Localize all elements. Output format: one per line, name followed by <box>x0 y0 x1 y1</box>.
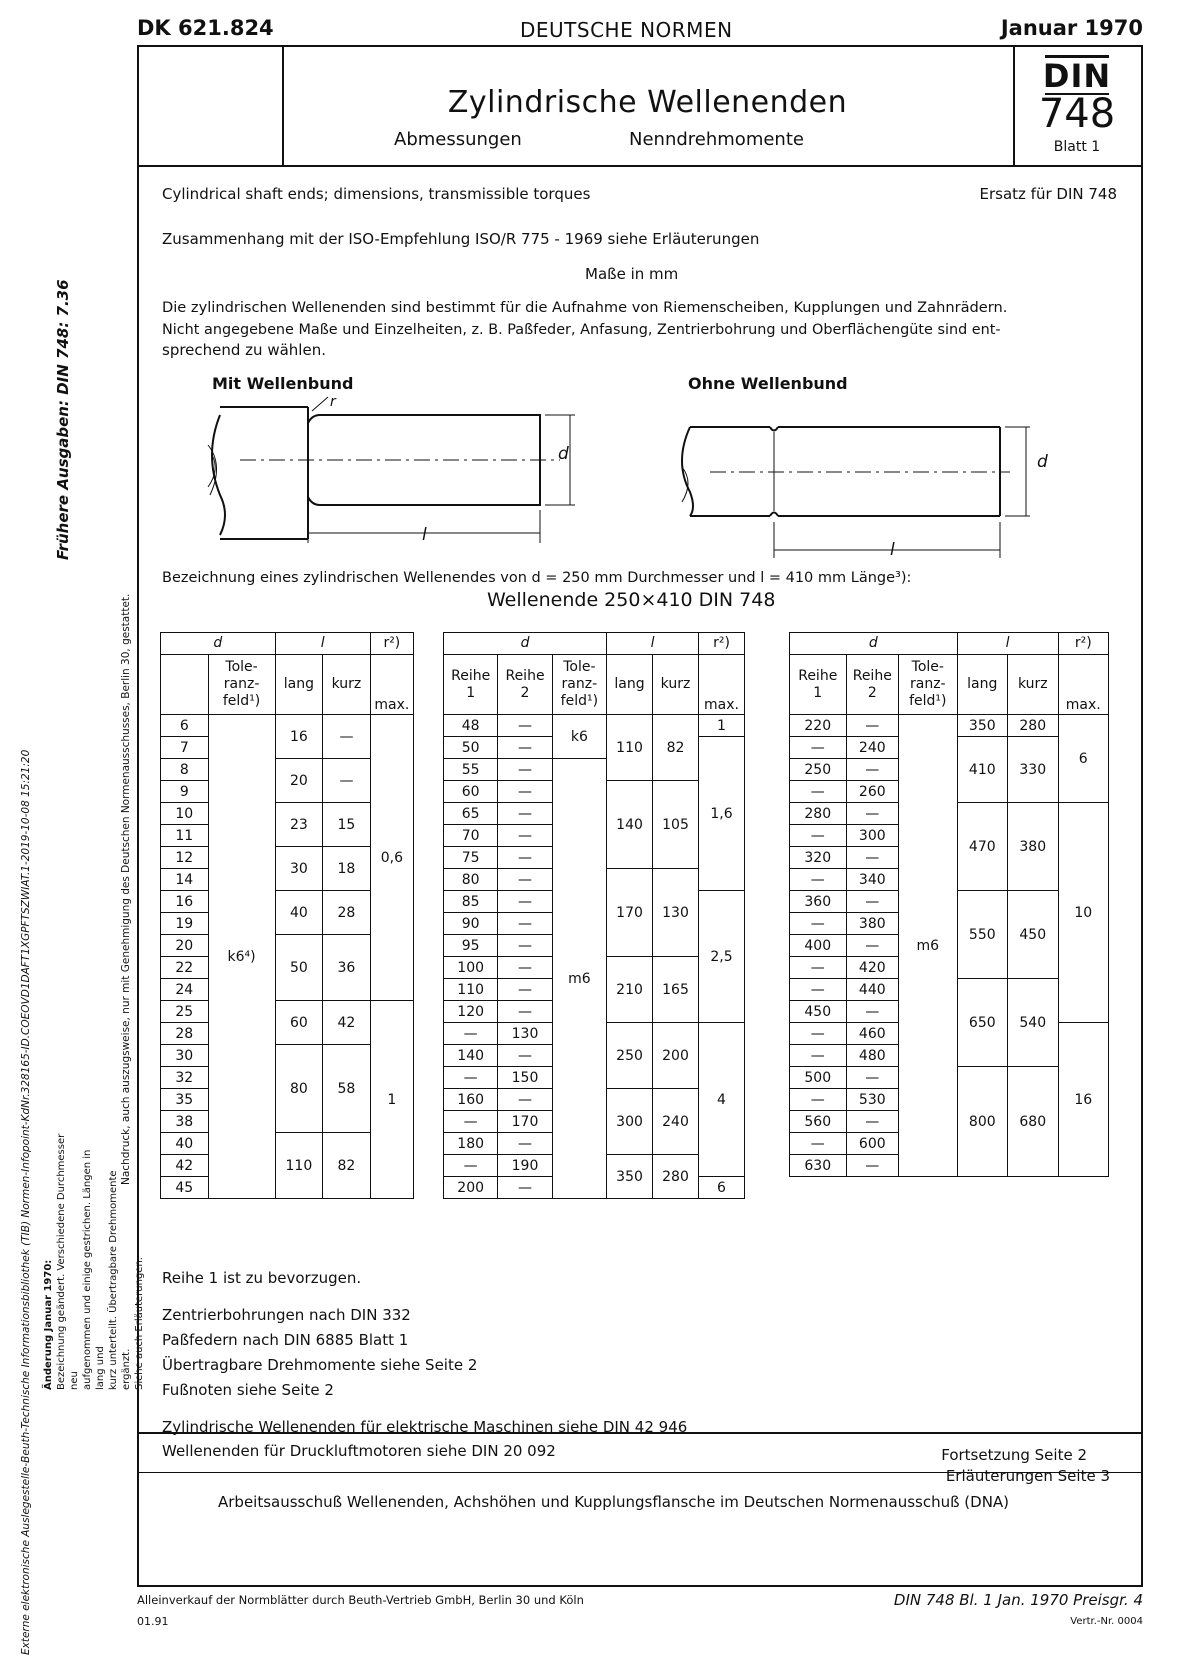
table3-header-row-2 <box>790 655 1109 715</box>
table2-cell-reihe1: 60 <box>444 781 498 803</box>
table1-cell-d: 11 <box>161 825 209 847</box>
table2-cell-reihe1: — <box>444 1111 498 1133</box>
table3-cell-kurz: 540 <box>1008 979 1058 1067</box>
table3-cell-reihe2: 600 <box>846 1133 898 1155</box>
table2-cell-r: 2,5 <box>699 891 745 1023</box>
table3-cell-reihe2: — <box>846 1111 898 1133</box>
table1-cell-d: 8 <box>161 759 209 781</box>
table2-cell-reihe2: — <box>498 1089 552 1111</box>
table2-cell-reihe1: 120 <box>444 1001 498 1023</box>
table2-cell-lang: 110 <box>607 715 653 781</box>
table1-cell-kurz: — <box>323 715 371 759</box>
table1-cell-r: 1 <box>370 1001 413 1199</box>
table3-cell-reihe1: 220 <box>790 715 847 737</box>
table2-cell-reihe2: — <box>498 1045 552 1067</box>
table2-cell-lang: 350 <box>607 1155 653 1199</box>
table3-cell-reihe2: 440 <box>846 979 898 1001</box>
table2-cell-r: 4 <box>699 1023 745 1177</box>
table3-cell-reihe2: 340 <box>846 869 898 891</box>
dimension-table-3 <box>789 632 1109 1177</box>
table1-cell-d: 22 <box>161 957 209 979</box>
note-keys: Paßfedern nach DIN 6885 Blatt 1 <box>162 1331 409 1349</box>
table3-head-tolerance: Tole-ranz-feld¹) <box>899 655 958 715</box>
table1-cell-d: 32 <box>161 1067 209 1089</box>
document-title: Zylindrische Wellenenden <box>447 85 848 120</box>
table1-cell-lang: 20 <box>275 759 323 803</box>
units-note: Maße in mm <box>585 265 679 283</box>
table1-cell-d: 19 <box>161 913 209 935</box>
table3-cell-lang: 350 <box>957 715 1007 737</box>
table3-head-d: d <box>790 633 958 655</box>
figure-left-title: Mit Wellenbund <box>212 374 354 393</box>
reihe-note: Reihe 1 ist zu bevorzugen. <box>162 1269 362 1287</box>
table1-cell-d: 16 <box>161 891 209 913</box>
table2-cell-kurz: 165 <box>653 957 699 1023</box>
table2-cell-reihe1: 200 <box>444 1177 498 1199</box>
table2-cell-reihe2: — <box>498 979 552 1001</box>
table2-cell-reihe2: — <box>498 869 552 891</box>
table3-cell-reihe2: — <box>846 759 898 781</box>
table3-cell-reihe1: 250 <box>790 759 847 781</box>
table3-head-reihe1: Reihe 1 <box>790 655 847 715</box>
table1-head-max: max. <box>370 655 413 715</box>
table2-cell-lang: 210 <box>607 957 653 1023</box>
table2-head-kurz: kurz <box>653 655 699 715</box>
table2-header-row-2 <box>444 655 745 715</box>
table2-cell-lang: 170 <box>607 869 653 957</box>
table3-cell-reihe1: — <box>790 1133 847 1155</box>
table1-cell-lang: 16 <box>275 715 323 759</box>
table1-cell-kurz: 18 <box>323 847 371 891</box>
table1-cell-d: 40 <box>161 1133 209 1155</box>
table1-cell-d: 30 <box>161 1045 209 1067</box>
table3-head-lang: lang <box>957 655 1007 715</box>
table3-cell-reihe1: — <box>790 781 847 803</box>
table2-cell-reihe1: — <box>444 1155 498 1177</box>
table3-cell-reihe1: — <box>790 869 847 891</box>
din-number: 748 <box>1015 91 1139 137</box>
table2-head-d: d <box>444 633 607 655</box>
table2-cell-reihe1: 70 <box>444 825 498 847</box>
table1-row <box>161 1001 414 1023</box>
table1-head-r: r²) <box>370 633 413 655</box>
table2-cell-reihe2: — <box>498 1001 552 1023</box>
table2-cell-kurz: 105 <box>653 781 699 869</box>
table3-cell-reihe1: 630 <box>790 1155 847 1177</box>
table2-cell-reihe2: — <box>498 803 552 825</box>
table2-cell-reihe1: 80 <box>444 869 498 891</box>
table3-cell-reihe2: — <box>846 715 898 737</box>
table2-cell-reihe1: 160 <box>444 1089 498 1111</box>
table2-cell-reihe1: 110 <box>444 979 498 1001</box>
table3-cell-reihe1: 400 <box>790 935 847 957</box>
table3-row <box>790 715 1109 737</box>
table2-cell-reihe1: 55 <box>444 759 498 781</box>
table2-cell-reihe1: 50 <box>444 737 498 759</box>
table3-cell-reihe1: — <box>790 1089 847 1111</box>
table2-cell-reihe1: 90 <box>444 913 498 935</box>
table2-head-lang: lang <box>607 655 653 715</box>
table2-cell-reihe1: 180 <box>444 1133 498 1155</box>
table1-cell-kurz: 58 <box>323 1045 371 1133</box>
table2-cell-reihe2: — <box>498 913 552 935</box>
table3-cell-r: 10 <box>1058 803 1109 1023</box>
table3-cell-kurz: 330 <box>1008 737 1058 803</box>
table2-cell-r: 1 <box>699 715 745 737</box>
table2-cell-lang: 250 <box>607 1023 653 1089</box>
title-box-left <box>139 47 284 165</box>
footer-sales: Alleinverkauf der Normblätter durch Beuth-Vertrieb GmbH, Berlin 30 und Köln <box>137 1593 584 1607</box>
table3-cell-reihe1: — <box>790 913 847 935</box>
table3-cell-reihe1: — <box>790 1023 847 1045</box>
table2-cell-reihe2: — <box>498 715 552 737</box>
table1-cell-d: 42 <box>161 1155 209 1177</box>
table3-cell-reihe2: 420 <box>846 957 898 979</box>
table3-cell-reihe1: — <box>790 957 847 979</box>
table1-row <box>161 715 414 737</box>
table1-cell-d: 12 <box>161 847 209 869</box>
table2-cell-reihe2: — <box>498 935 552 957</box>
table3-cell-reihe2: — <box>846 935 898 957</box>
table2-cell-reihe1: 48 <box>444 715 498 737</box>
table3-cell-reihe2: 480 <box>846 1045 898 1067</box>
table2-head-reihe2: Reihe 2 <box>498 655 552 715</box>
table1-cell-d: 6 <box>161 715 209 737</box>
label-d-left: d <box>558 444 569 464</box>
table2-cell-reihe1: 65 <box>444 803 498 825</box>
change-notes <box>42 1130 146 1390</box>
table3-cell-reihe1: — <box>790 1045 847 1067</box>
table2-cell-reihe1: 75 <box>444 847 498 869</box>
english-title: Cylindrical shaft ends; dimensions, transmissible torques <box>162 185 591 203</box>
table1-cell-kurz: 82 <box>323 1133 371 1199</box>
table1-head-lang: lang <box>275 655 323 715</box>
table1-cell-lang: 80 <box>275 1045 323 1133</box>
table2-cell-reihe1: — <box>444 1023 498 1045</box>
table2-head-l: l <box>607 633 699 655</box>
footer-reference: DIN 748 Bl. 1 Jan. 1970 Preisgr. 4 <box>893 1591 1143 1609</box>
table3-cell-kurz: 280 <box>1008 715 1058 737</box>
table3-head-kurz: kurz <box>1008 655 1058 715</box>
table3-cell-reihe1: 500 <box>790 1067 847 1089</box>
table1-cell-kurz: 15 <box>323 803 371 847</box>
table2-cell-kurz: 200 <box>653 1023 699 1089</box>
table3-header-row <box>790 633 1109 655</box>
table2-cell-kurz: 82 <box>653 715 699 781</box>
reprint-notice: Nachdruck, auch auszugsweise, nur mit Genehmigung des Deutschen Normenausschusses, Berlin 30, gestattet. <box>120 593 132 1185</box>
table1-cell-d: 7 <box>161 737 209 759</box>
table2-cell-kurz: 280 <box>653 1155 699 1199</box>
table3-cell-reihe2: 380 <box>846 913 898 935</box>
table2-cell-reihe2: — <box>498 957 552 979</box>
iso-note: Zusammenhang mit der ISO-Empfehlung ISO/R 775 - 1969 siehe Erläuterungen <box>162 230 760 248</box>
subtitle-dimensions: Abmessungen <box>394 129 522 150</box>
table1-cell-d: 28 <box>161 1023 209 1045</box>
sheet-number: Blatt 1 <box>1053 139 1101 155</box>
change-line-3: kurz unterteilt. Übertragbare Drehmomente ergänzt. <box>108 1170 132 1390</box>
note-pneumatic: Wellenenden für Druckluftmotoren siehe DIN 20 092 <box>162 1442 556 1460</box>
table3-cell-reihe2: — <box>846 1067 898 1089</box>
dimension-table-2 <box>443 632 745 1199</box>
label-l-right: l <box>890 540 895 560</box>
designation-example: Wellenende 250×410 DIN 748 <box>487 589 776 611</box>
table2-cell-reihe1: 95 <box>444 935 498 957</box>
table2-cell-reihe2: — <box>498 781 552 803</box>
table1-cell-lang: 30 <box>275 847 323 891</box>
table2-cell-reihe2: — <box>498 759 552 781</box>
table3-head-r: r²) <box>1058 633 1109 655</box>
designation-line: Bezeichnung eines zylindrischen Wellenendes von d = 250 mm Durchmesser und l = 410 mm Länge³): <box>162 570 912 586</box>
table1-cell-d: 35 <box>161 1089 209 1111</box>
table1-cell-tolerance: k6⁴) <box>208 715 275 1199</box>
table1-cell-lang: 23 <box>275 803 323 847</box>
table2-head-r: r²) <box>699 633 745 655</box>
note-center-drill: Zentrierbohrungen nach DIN 332 <box>162 1306 411 1324</box>
table1-cell-lang: 40 <box>275 891 323 935</box>
table3-cell-reihe1: 360 <box>790 891 847 913</box>
table3-cell-reihe2: 460 <box>846 1023 898 1045</box>
table2-cell-reihe2: — <box>498 825 552 847</box>
shaft-without-collar-drawing <box>670 412 1070 562</box>
change-title: Änderung Januar 1970: <box>43 1259 54 1390</box>
din-block <box>1013 47 1141 165</box>
note-torques: Übertragbare Drehmomente siehe Seite 2 <box>162 1356 478 1374</box>
table3-cell-reihe2: 260 <box>846 781 898 803</box>
table2-cell-reihe2: 130 <box>498 1023 552 1045</box>
title-box <box>139 47 1141 167</box>
table1-cell-d: 20 <box>161 935 209 957</box>
label-r-left: r <box>330 394 336 410</box>
table1-head-d-blank <box>161 655 209 715</box>
note-footnotes: Fußnoten siehe Seite 2 <box>162 1381 334 1399</box>
table1-cell-r: 0,6 <box>370 715 413 1001</box>
table1-cell-kurz: 28 <box>323 891 371 935</box>
table3-cell-reihe2: — <box>846 1155 898 1177</box>
dk-number: DK 621.824 <box>137 16 274 40</box>
table2-header-row <box>444 633 745 655</box>
table2-cell-reihe2: — <box>498 1177 552 1199</box>
intro-paragraph-3: sprechend zu wählen. <box>162 341 326 359</box>
table1-cell-d: 10 <box>161 803 209 825</box>
table3-cell-lang: 650 <box>957 979 1007 1067</box>
table2-cell-lang: 140 <box>607 781 653 869</box>
table2-cell-kurz: 130 <box>653 869 699 957</box>
table3-cell-reihe1: — <box>790 737 847 759</box>
table2-cell-reihe2: 150 <box>498 1067 552 1089</box>
table3-cell-reihe1: 450 <box>790 1001 847 1023</box>
table2-cell-reihe2: 190 <box>498 1155 552 1177</box>
table2-cell-r: 6 <box>699 1177 745 1199</box>
issue-date: Januar 1970 <box>1000 16 1143 40</box>
table3-cell-lang: 470 <box>957 803 1007 891</box>
table1-cell-lang: 50 <box>275 935 323 1001</box>
table3-cell-kurz: 450 <box>1008 891 1058 979</box>
table2-cell-reihe1: 100 <box>444 957 498 979</box>
table3-cell-kurz: 380 <box>1008 803 1058 891</box>
change-line-2: aufgenommen und einige gestrichen. Längen in lang und <box>82 1149 106 1390</box>
label-d-right: d <box>1037 452 1048 472</box>
table1-cell-kurz: 36 <box>323 935 371 1001</box>
table3-cell-lang: 550 <box>957 891 1007 979</box>
table3-cell-lang: 800 <box>957 1067 1007 1177</box>
intro-paragraph-2: Nicht angegebene Maße und Einzelheiten, z. B. Paßfeder, Anfasung, Zentrierbohrung und Oberflächengüte sind ent- <box>162 322 1001 338</box>
continuation-page-2: Fortsetzung Seite 2 <box>941 1446 1087 1464</box>
table2-head-reihe1: Reihe 1 <box>444 655 498 715</box>
subtitle-torques: Nenndrehmomente <box>629 129 804 150</box>
table2-cell-reihe2: 170 <box>498 1111 552 1133</box>
table3-cell-reihe2: 530 <box>846 1089 898 1111</box>
table2-cell-reihe2: — <box>498 737 552 759</box>
table3-cell-kurz: 680 <box>1008 1067 1058 1177</box>
table2-cell-reihe2: — <box>498 891 552 913</box>
label-l-left: l <box>422 525 427 545</box>
table3-head-reihe2: Reihe 2 <box>846 655 898 715</box>
change-line-4: Siehe auch Erläuterungen. <box>134 1257 145 1390</box>
table1-header-row-2 <box>161 655 414 715</box>
table3-head-l: l <box>957 633 1058 655</box>
table3-cell-r: 6 <box>1058 715 1109 803</box>
table2-cell-lang: 300 <box>607 1089 653 1155</box>
table2-cell-tol-m6: m6 <box>552 759 606 1199</box>
table2-cell-reihe1: 140 <box>444 1045 498 1067</box>
watermark-text: Externe elektronische Auslegestelle-Beuth-Technische Informationsbibliothek (TIB) Normen-Infopoint-KdNr.328165-ID.COEOVD1DAFT1XGPFTSZWIAT.1-2019-10-08 15:21:20 <box>20 749 32 1655</box>
table2-cell-r: 1,6 <box>699 737 745 891</box>
table3-cell-reihe1: — <box>790 825 847 847</box>
table3-cell-reihe1: 560 <box>790 1111 847 1133</box>
dimension-table-1 <box>160 632 414 1199</box>
table3-cell-r: 16 <box>1058 1023 1109 1177</box>
table3-cell-lang: 410 <box>957 737 1007 803</box>
table3-head-max: max. <box>1058 655 1109 715</box>
table1-cell-d: 9 <box>161 781 209 803</box>
table1-header-row <box>161 633 414 655</box>
explanations-page-3: Erläuterungen Seite 3 <box>945 1467 1110 1485</box>
table3-cell-reihe1: 280 <box>790 803 847 825</box>
table1-head-kurz: kurz <box>323 655 371 715</box>
collar-outline <box>212 407 308 539</box>
publisher-heading: DEUTSCHE NORMEN <box>520 18 733 42</box>
table1-head-l: l <box>275 633 370 655</box>
table1-cell-d: 24 <box>161 979 209 1001</box>
table1-cell-kurz: — <box>323 759 371 803</box>
committee-line: Arbeitsausschuß Wellenenden, Achshöhen und Kupplungsflansche im Deutschen Normenausschuß (DNA) <box>218 1493 1010 1511</box>
table1-head-d: d <box>161 633 276 655</box>
table3-cell-reihe2: 300 <box>846 825 898 847</box>
table1-cell-lang: 110 <box>275 1133 323 1199</box>
figure-right-title: Ohne Wellenbund <box>688 374 848 393</box>
table2-cell-reihe1: — <box>444 1067 498 1089</box>
note-electric-machines: Zylindrische Wellenenden für elektrische Maschinen siehe DIN 42 946 <box>162 1418 688 1436</box>
table1-cell-d: 25 <box>161 1001 209 1023</box>
table2-head-max: max. <box>699 655 745 715</box>
table2-row <box>444 715 745 737</box>
table1-head-tolerance: Tole-ranz-feld¹) <box>208 655 275 715</box>
fillet-leader <box>312 397 328 411</box>
previous-editions: Frühere Ausgaben: DIN 748: 7.36 <box>54 279 72 560</box>
table3-cell-reihe2: — <box>846 803 898 825</box>
table1-cell-kurz: 42 <box>323 1001 371 1045</box>
table2-cell-tol-k6: k6 <box>552 715 606 759</box>
table1-cell-d: 14 <box>161 869 209 891</box>
table1-cell-lang: 60 <box>275 1001 323 1045</box>
table3-cell-reihe1: — <box>790 979 847 1001</box>
din-logo: DIN <box>1015 57 1139 95</box>
table3-cell-reihe2: — <box>846 891 898 913</box>
table3-cell-reihe2: — <box>846 847 898 869</box>
intro-paragraph-1: Die zylindrischen Wellenenden sind bestimmt für die Aufnahme von Riemenscheiben, Kupplungen und Zahnrädern. <box>162 299 1008 316</box>
table1-cell-d: 38 <box>161 1111 209 1133</box>
table2-cell-reihe1: 85 <box>444 891 498 913</box>
table2-cell-kurz: 240 <box>653 1089 699 1155</box>
table3-cell-tol-m6: m6 <box>899 715 958 1177</box>
table3-cell-reihe1: 320 <box>790 847 847 869</box>
table1-cell-d: 45 <box>161 1177 209 1199</box>
table3-cell-reihe2: — <box>846 1001 898 1023</box>
footer-vertr: Vertr.-Nr. 0004 <box>1070 1616 1143 1627</box>
shaft-with-collar-drawing <box>200 395 600 565</box>
table2-cell-reihe2: — <box>498 1133 552 1155</box>
footer-code: 01.91 <box>137 1615 169 1628</box>
table3-cell-reihe2: 240 <box>846 737 898 759</box>
table2-head-tolerance: Tole-ranz-feld¹) <box>552 655 606 715</box>
change-line-1: Bezeichnung geändert. Verschiedene Durchmesser neu <box>56 1133 80 1390</box>
table2-cell-reihe2: — <box>498 847 552 869</box>
replacement-note: Ersatz für DIN 748 <box>979 185 1117 203</box>
